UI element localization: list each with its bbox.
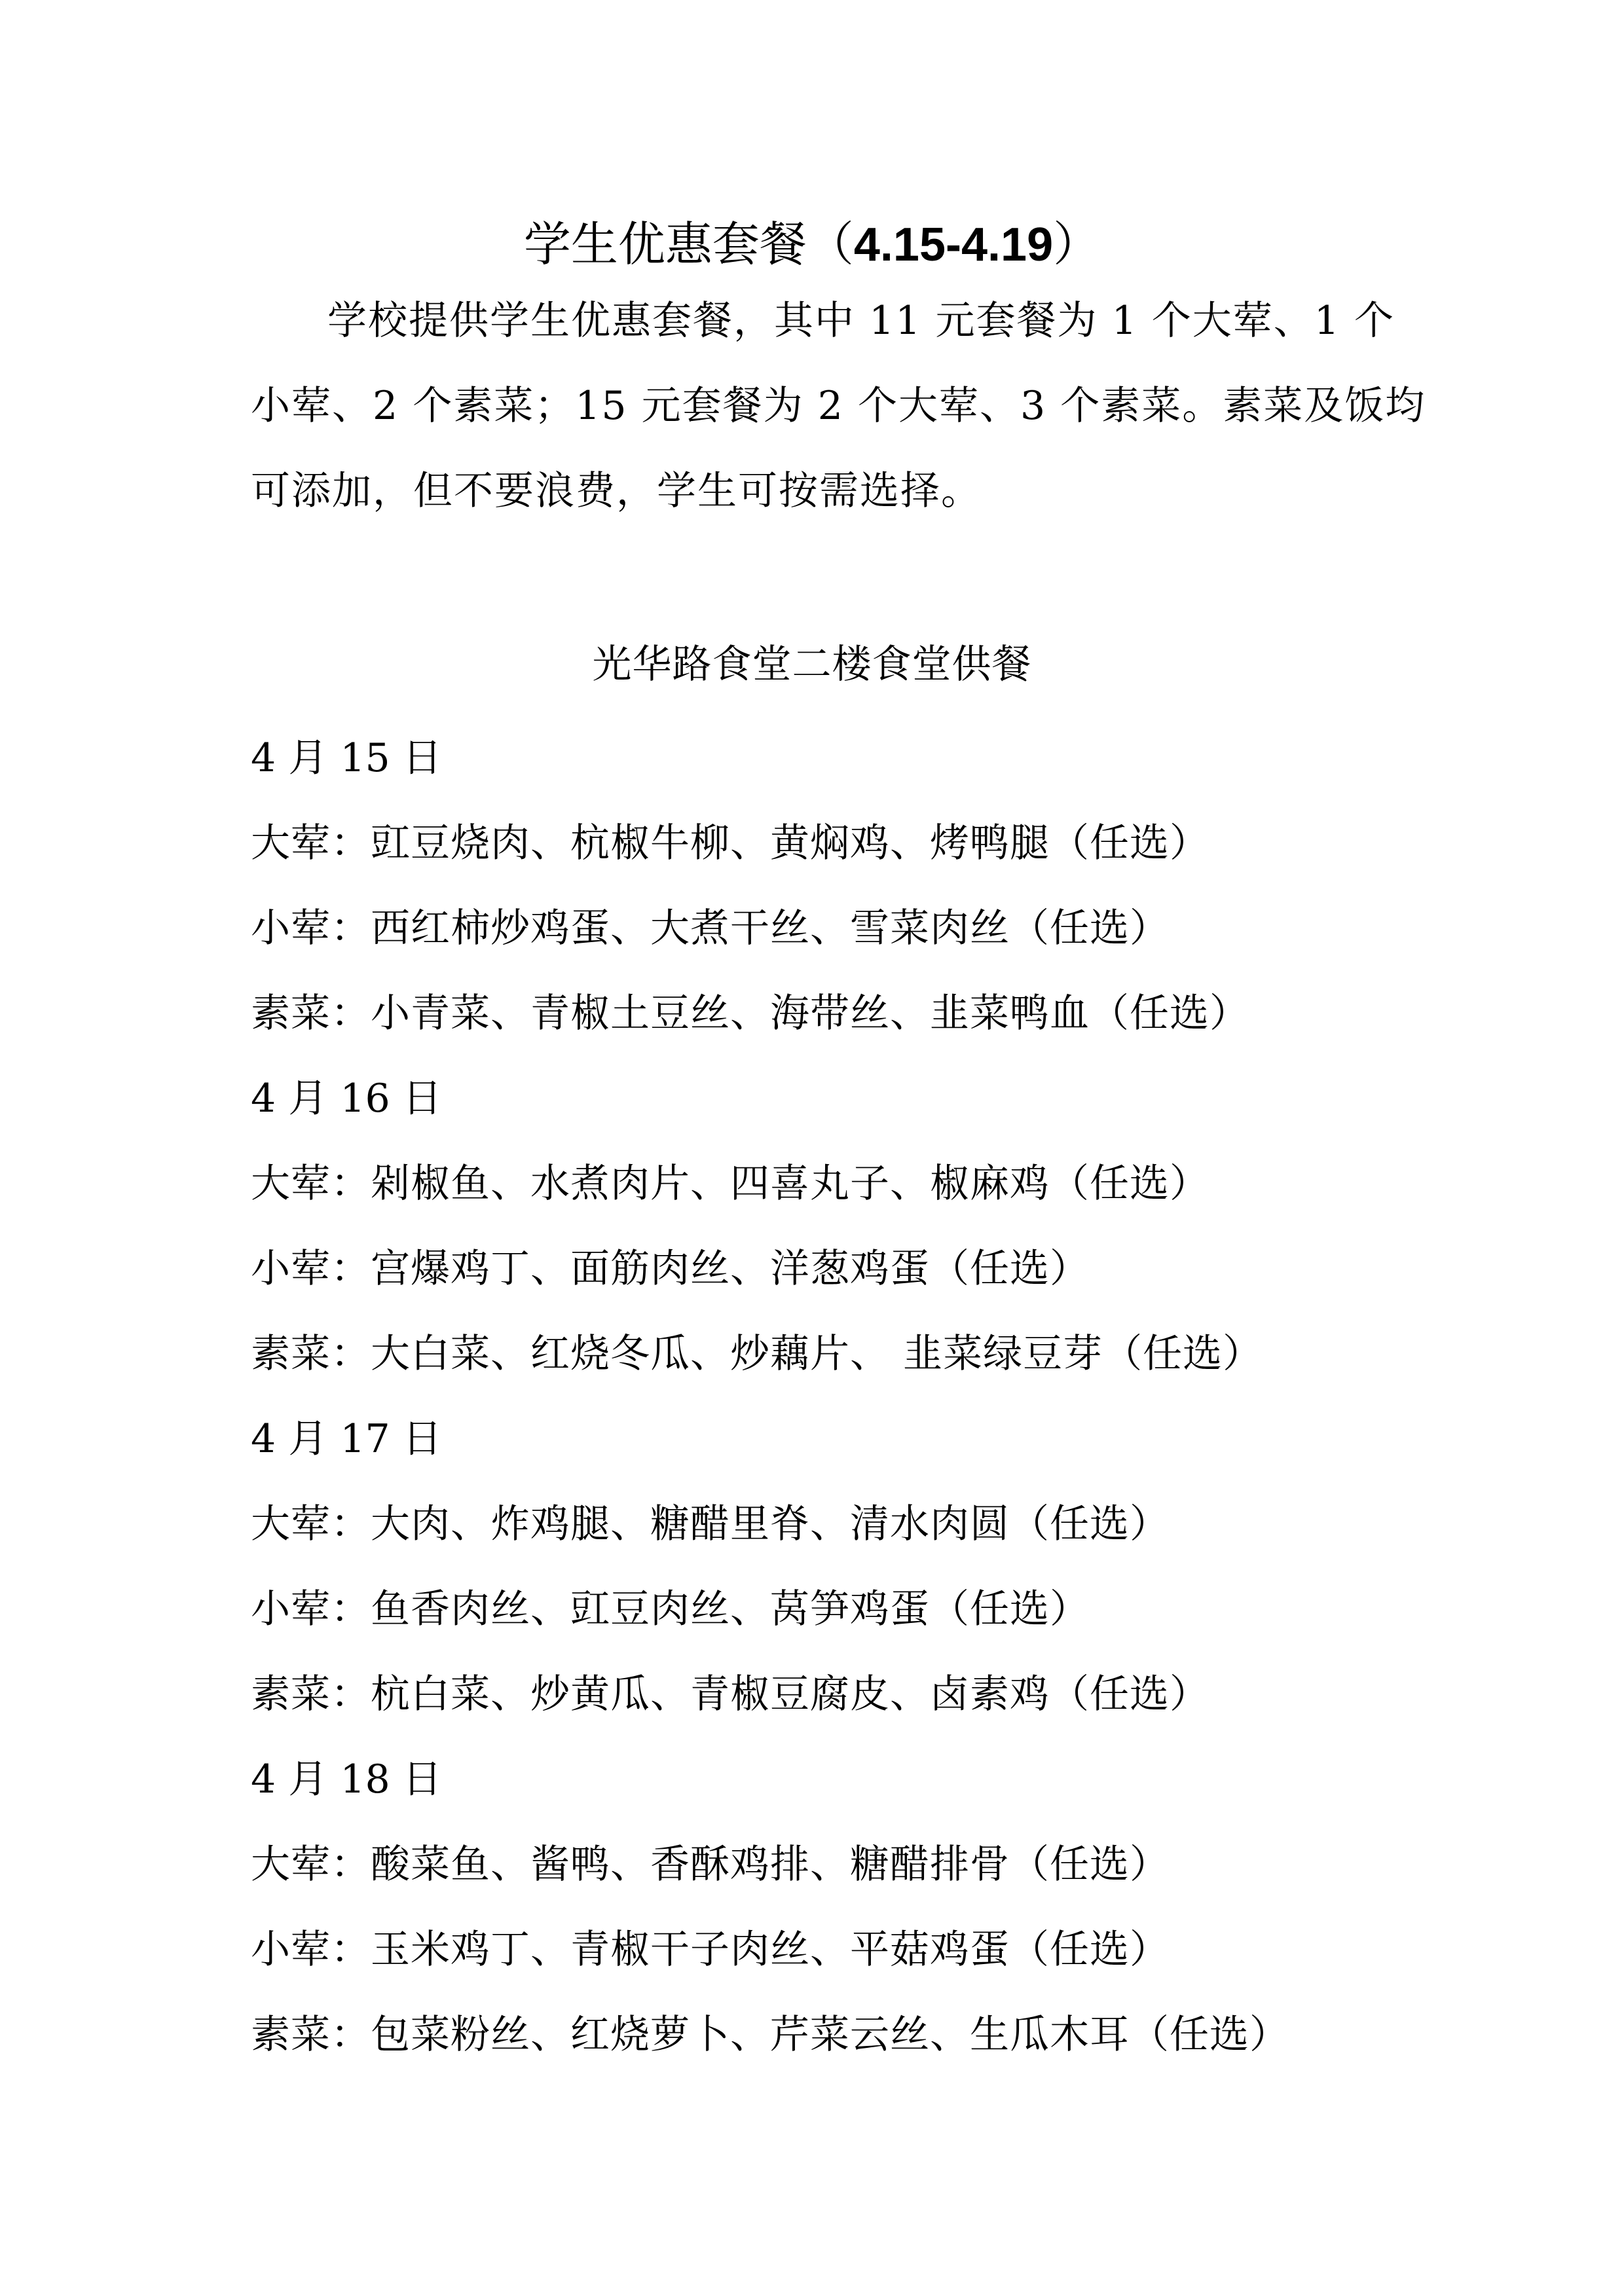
xiaohun-line: 小荤：宫爆鸡丁、面筋肉丝、洋葱鸡蛋（任选） [251, 1246, 1090, 1292]
day-date: 4 月 17 日 [251, 1416, 442, 1462]
day-date: 4 月 18 日 [251, 1757, 442, 1802]
title-close-paren: ） [1053, 217, 1101, 272]
sucai-line: 素菜：小青菜、青椒土豆丝、海带丝、韭菜鸭血（任选） [251, 991, 1249, 1036]
title-text: 学生优惠套餐（ [523, 217, 854, 272]
day-date: 4 月 16 日 [251, 1076, 442, 1121]
sucai-line: 素菜：大白菜、红烧冬瓜、炒藕片、 韭菜绿豆芽（任选） [251, 1331, 1263, 1377]
intro-line-2: 小荤、2 个素菜；15 元套餐为 2 个大荤、3 个素菜。素菜及饭均 [251, 383, 1426, 429]
xiaohun-line: 小荤：西红柿炒鸡蛋、大煮干丝、雪菜肉丝（任选） [251, 905, 1170, 951]
intro-line-3: 可添加，但不要浪费，学生可按需选择。 [251, 468, 982, 514]
dahun-line: 大荤：豇豆烧肉、杭椒牛柳、黄焖鸡、烤鸭腿（任选） [251, 820, 1209, 866]
dahun-line: 大荤：大肉、炸鸡腿、糖醋里脊、清水肉圆（任选） [251, 1501, 1170, 1547]
sucai-line: 素菜：杭白菜、炒黄瓜、青椒豆腐皮、卤素鸡（任选） [251, 1671, 1209, 1717]
canteen-subtitle: 光华路食堂二楼食堂供餐 [592, 642, 1032, 687]
xiaohun-line: 小荤：玉米鸡丁、青椒干子肉丝、平菇鸡蛋（任选） [251, 1927, 1170, 1973]
sucai-line: 素菜：包菜粉丝、红烧萝卜、芹菜云丝、生瓜木耳（任选） [251, 2012, 1289, 2058]
xiaohun-line: 小荤：鱼香肉丝、豇豆肉丝、莴笋鸡蛋（任选） [251, 1586, 1090, 1632]
menu-list [251, 719, 1560, 2081]
title-date-range: 4.15-4.19 [853, 219, 1054, 271]
day-date: 4 月 15 日 [251, 735, 442, 781]
dahun-line: 大荤：剁椒鱼、水煮肉片、四喜丸子、椒麻鸡（任选） [251, 1161, 1209, 1207]
document-title [0, 208, 1624, 280]
intro-line-1: 学校提供学生优惠套餐，其中 11 元套餐为 1 个大荤、1 个 [327, 298, 1395, 344]
dahun-line: 大荤：酸菜鱼、酱鸭、香酥鸡排、糖醋排骨（任选） [251, 1842, 1170, 1887]
